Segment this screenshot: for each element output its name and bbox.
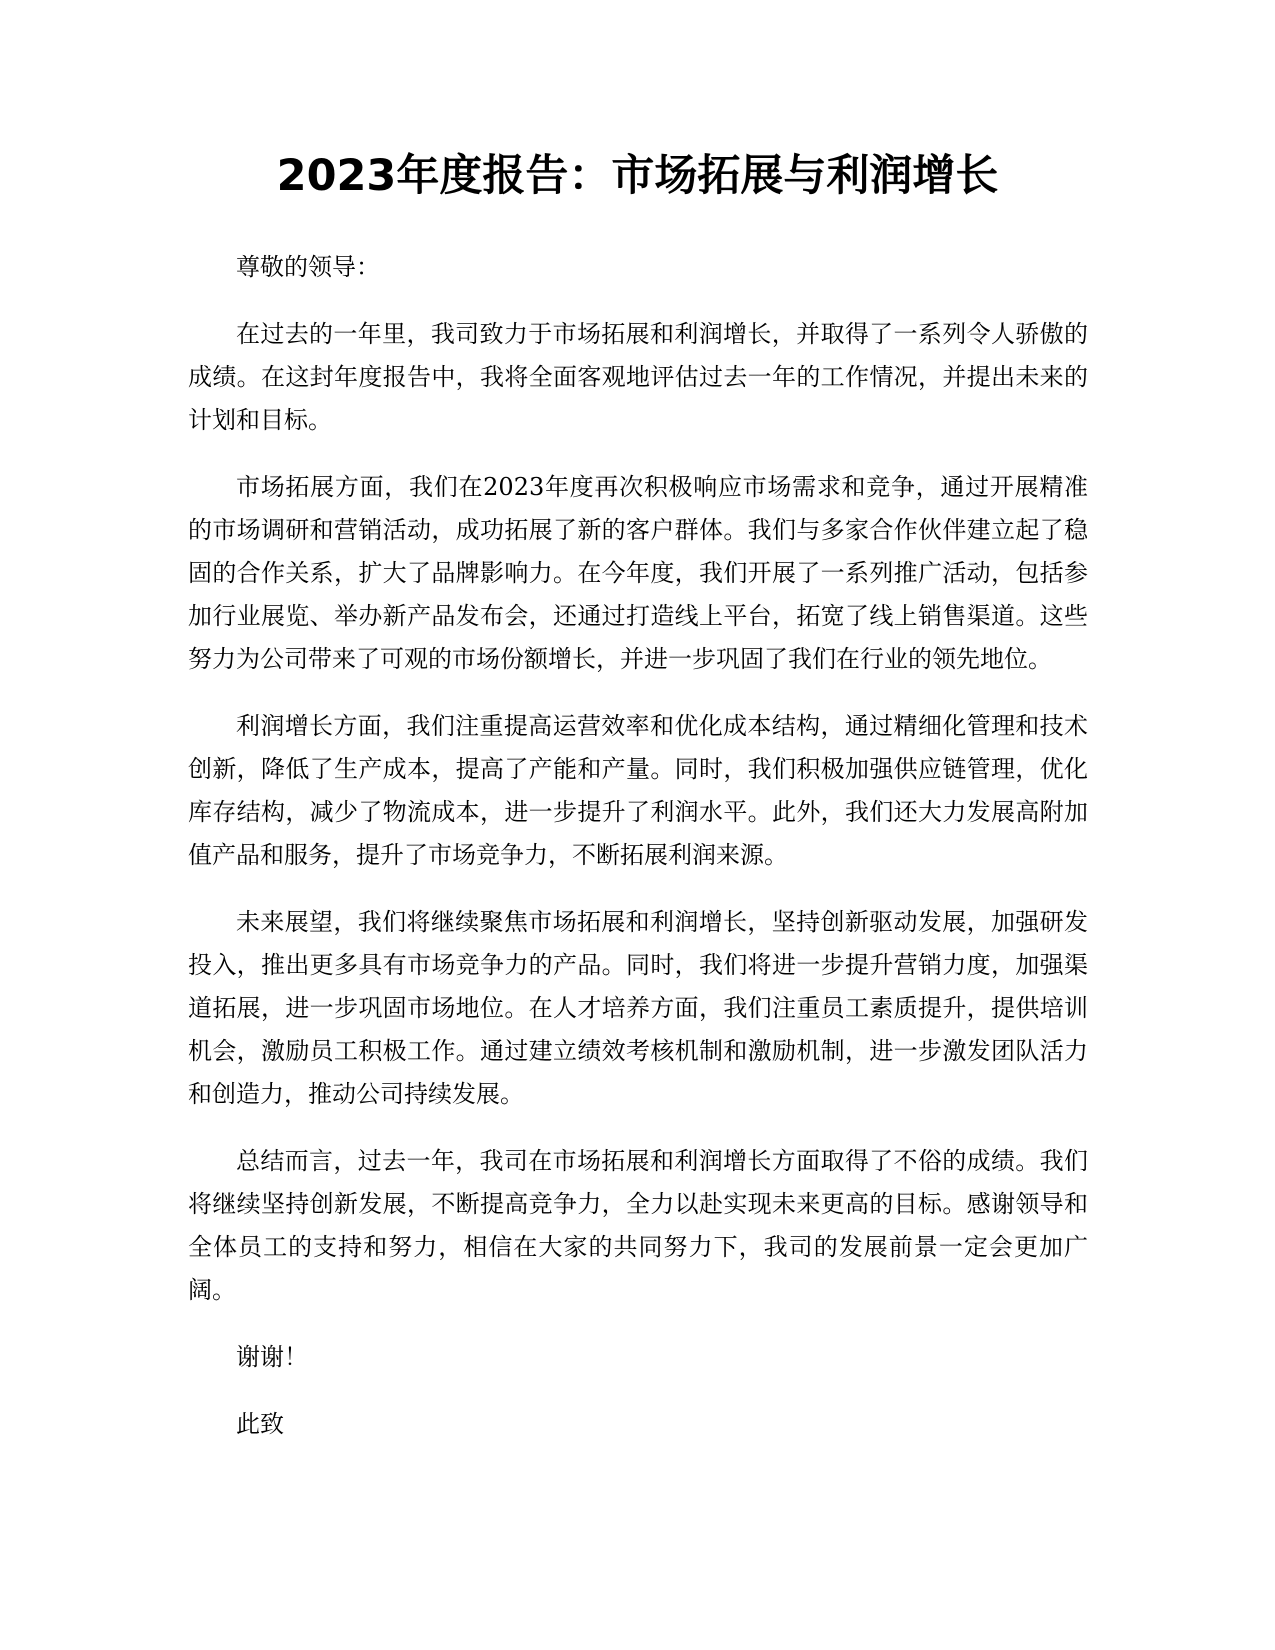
- salutation: 尊敬的领导：: [236, 253, 380, 281]
- paragraph-summary: 总结而言，过去一年，我司在市场拓展和利润增长方面取得了不俗的成绩。我们将继续坚持创新发展，不断提高竞争力，全力以赴实现未来更高的目标。感谢领导和全体员工的支持和努力，相信在大家的共同努力下，我司的发展前景一定会更加广阔。: [188, 1147, 1088, 1304]
- document-body: [188, 246, 1088, 1470]
- document-title: 2023年度报告：市场拓展与利润增长: [276, 151, 999, 201]
- paragraph-profit-growth: 利润增长方面，我们注重提高运营效率和优化成本结构，通过精细化管理和技术创新，降低了生产成本，提高了产能和产量。同时，我们积极加强供应链管理，优化库存结构，减少了物流成本，进一步提升了利润水平。此外，我们还大力发展高附加值产品和服务，提升了市场竞争力，不断拓展利润来源。: [188, 712, 1088, 869]
- closing-line: 此致: [236, 1410, 284, 1438]
- thanks-line: 谢谢！: [236, 1343, 308, 1371]
- paragraph-outlook: 未来展望，我们将继续聚焦市场拓展和利润增长，坚持创新驱动发展，加强研发投入，推出更多具有市场竞争力的产品。同时，我们将进一步提升营销力度，加强渠道拓展，进一步巩固市场地位。在人才培养方面，我们注重员工素质提升，提供培训机会，激励员工积极工作。通过建立绩效考核机制和激励机制，进一步激发团队活力和创造力，推动公司持续发展。: [188, 908, 1088, 1108]
- paragraph-market-expansion: 市场拓展方面，我们在2023年度再次积极响应市场需求和竞争，通过开展精准的市场调研和营销活动，成功拓展了新的客户群体。我们与多家合作伙伴建立起了稳固的合作关系，扩大了品牌影响力。在今年度，我们开展了一系列推广活动，包括参加行业展览、举办新产品发布会，还通过打造线上平台，拓宽了线上销售渠道。这些努力为公司带来了可观的市场份额增长，并进一步巩固了我们在行业的领先地位。: [188, 473, 1088, 673]
- paragraph-intro: 在过去的一年里，我司致力于市场拓展和利润增长，并取得了一系列令人骄傲的成绩。在这封年度报告中，我将全面客观地评估过去一年的工作情况，并提出未来的计划和目标。: [188, 320, 1088, 434]
